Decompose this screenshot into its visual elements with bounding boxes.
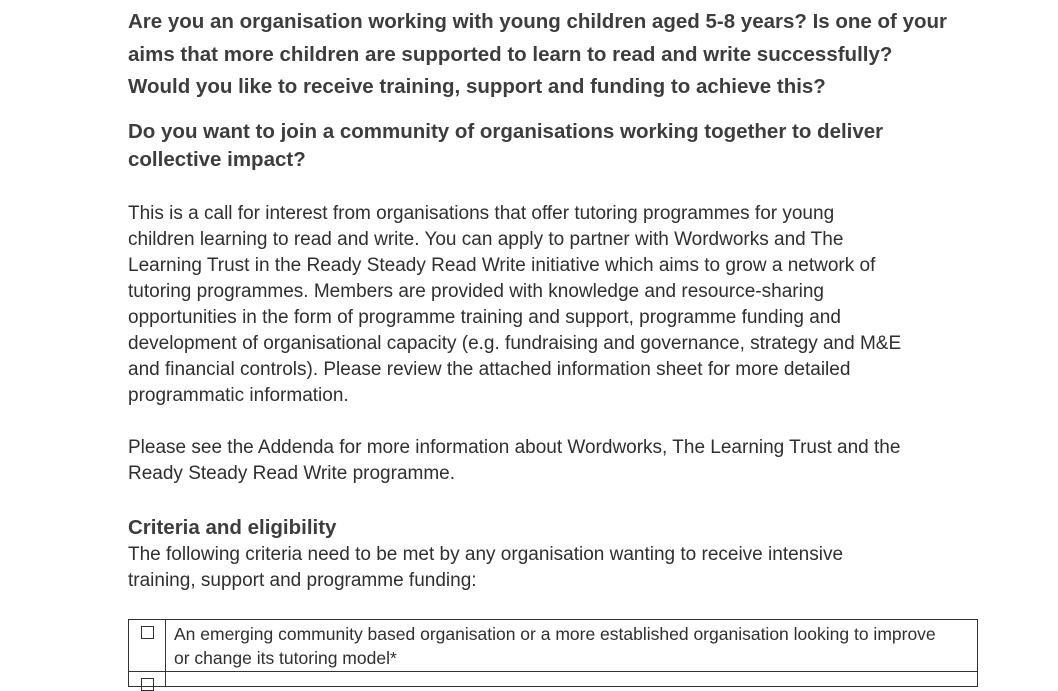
question-line: collective impact? xyxy=(128,147,306,171)
criteria-checklist-table xyxy=(128,619,978,687)
paragraph-line: Ready Steady Read Write programme. xyxy=(128,462,456,484)
criteria-intro xyxy=(128,542,978,594)
paragraph-line: children learning to read and write. You can apply to partner with Wordworks and The xyxy=(128,228,844,250)
criteria-text-partial xyxy=(166,672,977,686)
document-page xyxy=(128,0,978,668)
paragraph-line: The following criteria need to be met by any organisation wanting to receive intensive xyxy=(128,543,844,565)
intro-line: aims that more children are supported to learn to read and write successfully? xyxy=(128,42,893,66)
paragraph-line: Learning Trust in the Ready Steady Read Write initiative which aims to grow a network of xyxy=(128,254,876,276)
community-question xyxy=(128,118,978,174)
criteria-row xyxy=(129,620,977,672)
call-for-interest-paragraph xyxy=(128,201,978,409)
checkbox-cell xyxy=(129,620,166,671)
paragraph-line: programmatic information. xyxy=(128,384,349,406)
paragraph-line: tutoring programmes. Members are provided with knowledge and resource-sharing xyxy=(128,280,824,302)
paragraph-line: and financial controls). Please review the attached information sheet for more detailed xyxy=(128,358,851,380)
paragraph-line: opportunities in the form of programme training and support, programme funding and xyxy=(128,306,841,328)
intro-line: Are you an organisation working with young children aged 5-8 years? Is one of your xyxy=(128,10,947,33)
intro-questions xyxy=(128,6,978,104)
criteria-checkbox[interactable] xyxy=(141,626,154,639)
paragraph-line: training, support and programme funding: xyxy=(128,569,477,591)
criteria-checkbox[interactable] xyxy=(141,678,154,691)
addenda-paragraph xyxy=(128,435,978,487)
question-line: Do you want to join a community of organisations working together to deliver xyxy=(128,119,884,143)
criteria-line: An emerging community based organisation or a more established organisation looking to improve xyxy=(174,624,936,644)
paragraph-line: Please see the Addenda for more information about Wordworks, The Learning Trust and the xyxy=(128,436,901,458)
criteria-row-partial xyxy=(129,672,977,686)
criteria-text xyxy=(166,620,977,671)
checkbox-cell xyxy=(129,672,166,686)
intro-line: Would you like to receive training, support and funding to achieve this? xyxy=(128,75,826,98)
paragraph-line: This is a call for interest from organisations that offer tutoring programmes for young xyxy=(128,202,835,224)
criteria-line: or change its tutoring model* xyxy=(174,648,397,668)
criteria-heading: Criteria and eligibility xyxy=(128,515,337,539)
paragraph-line: development of organisational capacity (e.g. fundraising and governance, strategy and M&E xyxy=(128,332,902,354)
